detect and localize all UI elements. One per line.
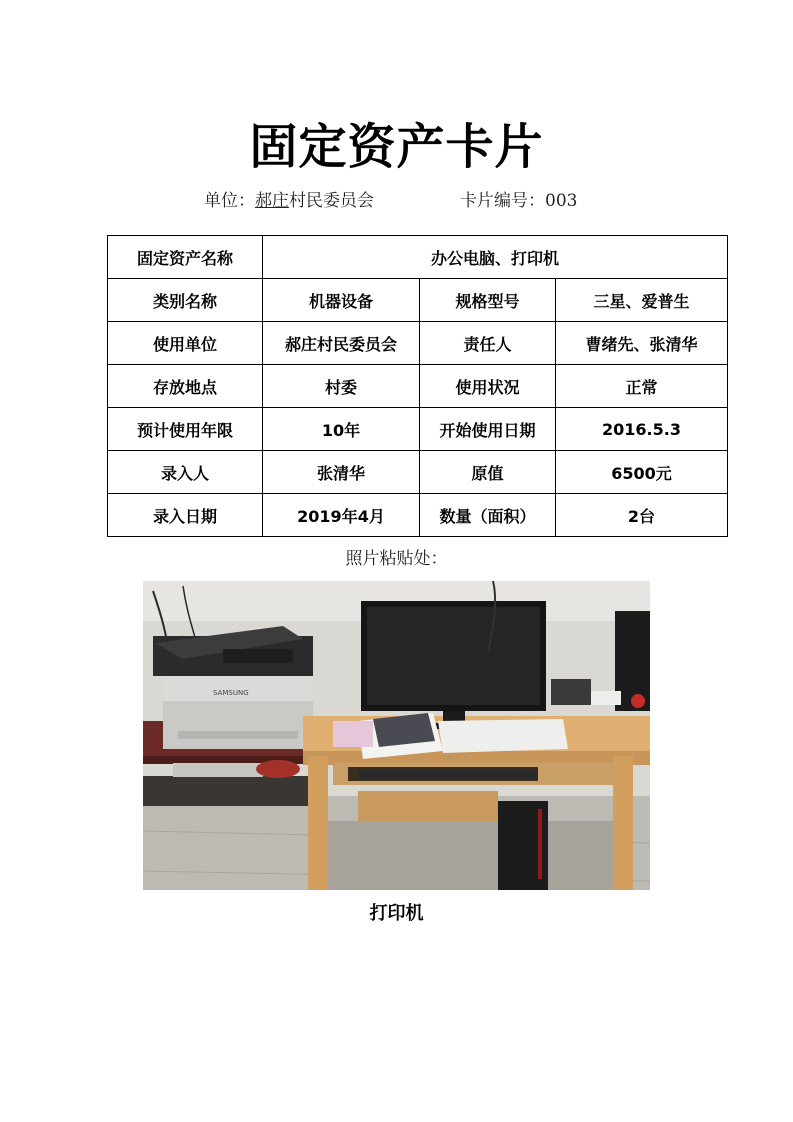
unit-label: 单位： bbox=[204, 191, 255, 211]
table-row bbox=[108, 279, 728, 322]
table-row bbox=[108, 451, 728, 494]
field-value: 机器设备 bbox=[263, 279, 420, 322]
field-value: 正常 bbox=[556, 365, 728, 408]
field-label: 原值 bbox=[420, 451, 556, 494]
table-row bbox=[108, 494, 728, 537]
field-label: 使用单位 bbox=[108, 322, 263, 365]
card-number-value: 003 bbox=[545, 191, 578, 211]
field-value: 2019年4月 bbox=[263, 494, 420, 537]
field-label: 预计使用年限 bbox=[108, 408, 263, 451]
field-value: 6500元 bbox=[556, 451, 728, 494]
asset-name-label: 固定资产名称 bbox=[108, 236, 263, 279]
field-label: 数量（面积） bbox=[420, 494, 556, 537]
field-value: 2台 bbox=[556, 494, 728, 537]
table-row bbox=[108, 322, 728, 365]
field-value: 张清华 bbox=[263, 451, 420, 494]
asset-photo bbox=[143, 581, 650, 890]
field-label: 责任人 bbox=[420, 322, 556, 365]
photo-caption: 照片粘贴处： bbox=[345, 549, 448, 569]
field-label: 使用状况 bbox=[420, 365, 556, 408]
field-label: 录入日期 bbox=[108, 494, 263, 537]
table-row bbox=[108, 236, 728, 279]
field-value: 村委 bbox=[263, 365, 420, 408]
field-value: 三星、爱普生 bbox=[556, 279, 728, 322]
card-number-label: 卡片编号： bbox=[460, 191, 545, 211]
card-meta bbox=[0, 188, 793, 214]
card-number-field bbox=[460, 188, 577, 214]
field-label: 规格型号 bbox=[420, 279, 556, 322]
field-value: 郝庄村民委员会 bbox=[263, 322, 420, 365]
field-label: 存放地点 bbox=[108, 365, 263, 408]
table-row bbox=[108, 408, 728, 451]
page-title: 固定资产卡片 bbox=[249, 119, 544, 175]
field-label: 录入人 bbox=[108, 451, 263, 494]
unit-field bbox=[204, 188, 374, 214]
unit-value: 村民委员会 bbox=[289, 191, 374, 211]
field-label: 开始使用日期 bbox=[420, 408, 556, 451]
field-value: 10年 bbox=[263, 408, 420, 451]
field-value: 曹绪先、张清华 bbox=[556, 322, 728, 365]
field-value: 2016.5.3 bbox=[556, 408, 728, 451]
asset-name-value: 办公电脑、打印机 bbox=[263, 236, 728, 279]
asset-table bbox=[107, 235, 728, 537]
field-label: 类别名称 bbox=[108, 279, 263, 322]
unit-value-underlined: 郝庄 bbox=[255, 191, 289, 211]
table-row bbox=[108, 365, 728, 408]
photo-label: 打印机 bbox=[369, 903, 424, 924]
printer-brand-text: SAMSUNG bbox=[213, 689, 249, 697]
